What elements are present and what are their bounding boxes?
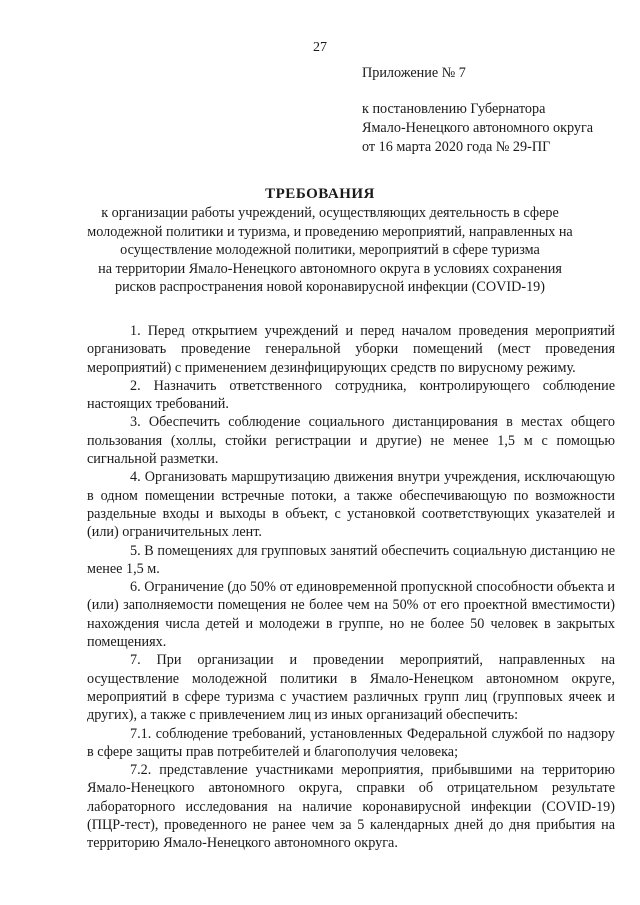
appendix-block	[362, 64, 622, 157]
document-body	[87, 322, 615, 853]
appendix-title: Приложение № 7	[362, 65, 466, 81]
subtitle-line: рисков распространения новой коронавирусной инфекции (COVID-19)	[115, 279, 545, 296]
paragraph-5: 5. В помещениях для групповых занятий обеспечить социальную дистанцию не менее 1,5 м.	[87, 542, 615, 577]
paragraph-6: 6. Ограничение (до 50% от единовременной пропускной способности объекта и (или) заполняемости помещения не более чем на 50% от его проектной вместимости) нахождения числа детей и молодежи в группе, но не более 50 человек в закрытых помещениях.	[87, 579, 615, 651]
paragraph-7-2: 7.2. представление участниками мероприятия, прибывшими на территорию Ямало-Ненецкого автономного округа, справки об отрицательном результате лабораторного исследования на наличие коронавирусной инфекции (COVID-19) (ПЦР-тест), проведенного не ранее чем за 5 календарных дней до дня прибытия на территорию Ямало-Ненецкого автономного округа.	[87, 762, 615, 852]
paragraph-3: 3. Обеспечить соблюдение социального дистанцирования в местах общего пользования (холлы, стойки регистрации и другие) не менее 1,5 м с помощью сигнальной разметки.	[87, 414, 615, 468]
document-title: ТРЕБОВАНИЯ	[265, 186, 375, 202]
subtitle-line: на территории Ямало-Ненецкого автономного округа в условиях сохранения	[98, 260, 562, 277]
paragraph-2: 2. Назначить ответственного сотрудника, контролирующего соблюдение настоящих требований.	[87, 377, 615, 413]
paragraph-4: 4. Организовать маршрутизацию движения внутри учреждения, исключающую в одном помещении встречные потоки, а также обеспечивающую по возможности раздельные входы и выходы в объект, с установкой соответствующих указателей и (или) ограничительных лент.	[87, 469, 615, 541]
subtitle-line: осуществление молодежной политики, мероприятий в сфере туризма	[120, 242, 540, 259]
page-number: 27	[313, 40, 327, 55]
appendix-line: от 16 марта 2020 года № 29-ПГ	[362, 139, 551, 155]
subtitle-line: молодежной политики и туризма, и проведению мероприятий, направленных на	[87, 223, 573, 240]
paragraph-7: 7. При организации и проведении мероприятий, направленных на осуществление молодежной политики в Ямало-Ненецком автономном округе, мероприятий в сфере туризма с участием различных групп лиц (групповых ячеек и других), а также с привлечением лиц из иных организаций обеспечить:	[87, 652, 615, 724]
document-subtitle	[60, 204, 600, 297]
paragraph-7-1: 7.1. соблюдение требований, установленных Федеральной службой по надзору в сфере защиты прав потребителей и благополучия человека;	[87, 725, 615, 760]
appendix-line: Ямало-Ненецкого автономного округа	[362, 120, 594, 136]
subtitle-line: к организации работы учреждений, осуществляющих деятельность в сфере	[101, 205, 559, 221]
paragraph-1: 1. Перед открытием учреждений и перед началом проведения мероприятий организовать проведение генеральной уборки помещений (мест проведения мероприятий) с применением дезинфицирующих средств по вирусному режиму.	[87, 323, 615, 376]
appendix-line: к постановлению Губернатора	[362, 101, 546, 117]
